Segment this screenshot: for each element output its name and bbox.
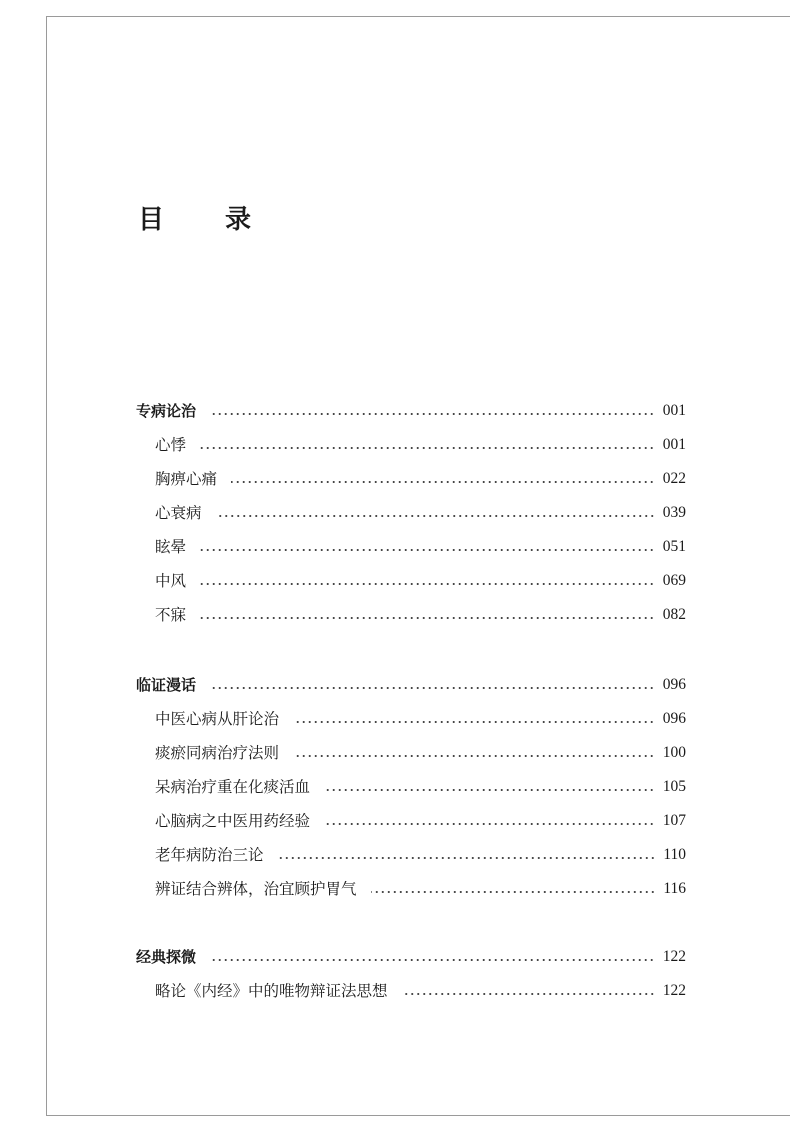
toc-entry-label: 中风: [155, 572, 187, 590]
dot-leader: [200, 549, 655, 551]
toc-section-1: [136, 394, 686, 632]
toc-section-heading[interactable]: [136, 394, 686, 428]
dot-leader: [324, 789, 655, 791]
toc-entry[interactable]: [136, 872, 686, 906]
toc-section-3: [136, 940, 686, 1008]
dot-leader: [210, 413, 655, 415]
dot-leader: [210, 959, 655, 961]
toc-entry[interactable]: [136, 770, 686, 804]
toc-entry-label: 心悸: [155, 436, 187, 454]
dot-leader: [200, 617, 655, 619]
toc-page-number: 051: [662, 538, 686, 555]
dot-leader: [231, 481, 655, 483]
dot-leader: [293, 755, 655, 757]
toc-page-number: 116: [663, 880, 686, 897]
toc-page-number: 105: [662, 778, 686, 795]
dot-leader: [200, 447, 655, 449]
toc-entry-label: 不寐: [155, 606, 187, 624]
toc-page-number: 122: [662, 948, 686, 965]
toc-entry-label: 痰瘀同病治疗法则: [155, 744, 280, 762]
section-spacer: [136, 906, 686, 940]
toc-section-2: [136, 668, 686, 906]
toc-page-number: 022: [662, 470, 686, 487]
toc-entry[interactable]: [136, 974, 686, 1008]
toc-entry[interactable]: [136, 428, 686, 462]
dot-leader: [293, 721, 655, 723]
toc-page-number: 100: [662, 744, 686, 761]
table-of-contents: [136, 394, 686, 1008]
page-title: 目 录: [138, 205, 278, 235]
toc-entry-label: 胸痹心痛: [155, 470, 218, 488]
toc-section-title: 临证漫话: [136, 676, 197, 694]
toc-page-number: 001: [662, 436, 686, 453]
toc-entry[interactable]: [136, 564, 686, 598]
dot-leader: [210, 687, 655, 689]
toc-entry[interactable]: [136, 598, 686, 632]
section-spacer: [136, 632, 686, 668]
dot-leader: [324, 823, 655, 825]
toc-page-number: 001: [662, 402, 686, 419]
toc-section-heading[interactable]: [136, 940, 686, 974]
toc-entry-label: 心脑病之中医用药经验: [155, 812, 311, 830]
dot-leader: [278, 857, 656, 859]
toc-page-number: 122: [662, 982, 686, 999]
dot-leader: [200, 583, 655, 585]
toc-entry-label: 略论《内经》中的唯物辩证法思想: [155, 982, 388, 1000]
toc-page-number: 069: [662, 572, 686, 589]
toc-entry-label: 中医心病从肝论治: [155, 710, 280, 728]
toc-entry-label: 老年病防治三论: [155, 846, 264, 864]
dot-leader: [216, 515, 655, 517]
toc-page-number: 107: [662, 812, 686, 829]
toc-page-number: 096: [662, 676, 686, 693]
toc-page-number: 096: [662, 710, 686, 727]
toc-entry[interactable]: [136, 736, 686, 770]
toc-page-number: 110: [663, 846, 686, 863]
toc-page-number: 039: [662, 504, 686, 521]
toc-section-title: 专病论治: [136, 402, 197, 420]
toc-entry-label: 眩晕: [155, 538, 187, 556]
toc-entry-label: 辨证结合辨体，治宜顾护胃气: [155, 880, 357, 898]
toc-section-title: 经典探微: [136, 948, 197, 966]
dot-leader: [402, 993, 655, 995]
toc-entry-label: 心衰病: [155, 504, 202, 522]
toc-entry[interactable]: [136, 530, 686, 564]
toc-section-heading[interactable]: [136, 668, 686, 702]
toc-entry[interactable]: [136, 462, 686, 496]
toc-entry[interactable]: [136, 804, 686, 838]
toc-entry[interactable]: [136, 838, 686, 872]
toc-entry[interactable]: [136, 496, 686, 530]
toc-entry-label: 呆病治疗重在化痰活血: [155, 778, 311, 796]
toc-entry[interactable]: [136, 702, 686, 736]
dot-leader: [371, 891, 656, 893]
toc-page-number: 082: [662, 606, 686, 623]
